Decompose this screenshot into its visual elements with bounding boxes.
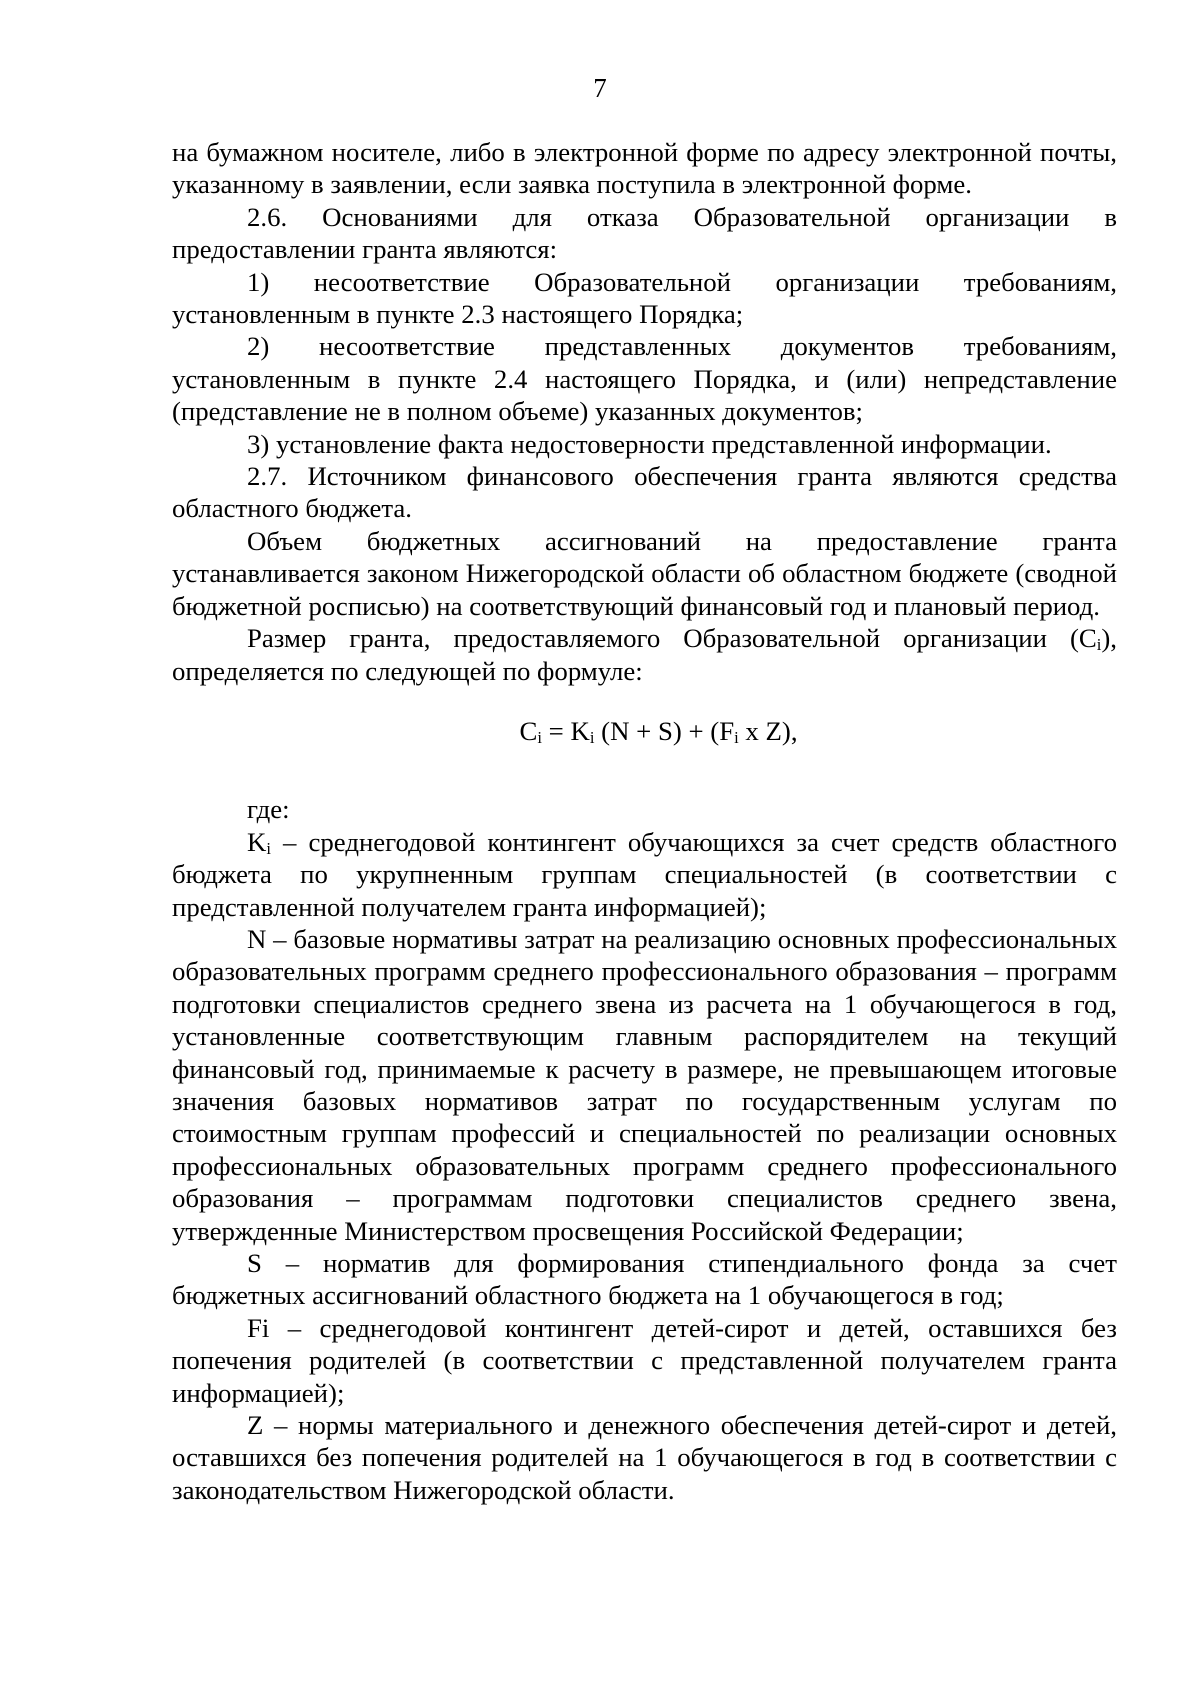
paragraph-2-6: 2.6. Основаниями для отказа Образовательной организации в предоставлении гранта являются: [172,201,1117,265]
document-body [172,136,1117,1506]
definition-k-symbol: K [247,826,267,857]
definition-n: N – базовые нормативы затрат на реализацию основных профессиональных образовательных программ среднего профессионального образования – программ подготовки специалистов среднего звена из расчета на 1 обучающегося в год, установленные соответствующим главным распорядителем на текущий финансовый год, принимаемые к расчету в размере, не превышающем итоговые значения базовых нормативов затрат по государственным услугам по стоимостным группам профессий и специальностей по реализации основных профессиональных образовательных программ среднего профессионального образования – программам подготовки специалистов среднего звена, утвержденные Министерством просвещения Российской Федерации; [172,923,1117,1246]
paragraph-grant-size [172,622,1117,687]
list-item-2: 2) несоответствие представленных документов требованиям, установленным в пункте 2.4 настоящего Порядка, и (или) непредставление (представление не в полном объеме) указанных документов; [172,331,1117,427]
definition-k-text: – среднегодовой контингент обучающихся за счет средств областного бюджета по укрупненным группам специальностей (в соответствии с представленной получателем гранта информацией); [172,826,1117,922]
page-number: 7 [593,73,607,103]
formula-mid: (N + S) + (F [594,715,735,746]
paragraph-2-7: 2.7. Источником финансового обеспечения гранта являются средства областного бюджета. [172,461,1117,524]
formula-end: x Z), [738,715,798,746]
formula-k-subscript: i [589,727,595,747]
definition-s: S – норматив для формирования стипендиального фонда за счет бюджетных ассигнований областного бюджета на 1 обучающегося в год; [172,1248,1117,1311]
formula-c-subscript: i [537,727,542,747]
grant-size-subscript: i [1096,635,1102,655]
list-item-3: 3) установление факта недостоверности представленной информации. [247,428,1052,459]
definition-f: Fi – среднегодовой контингент детей-сирот и детей, оставшихся без попечения родителей (в соответствии с представленной получателем гранта информацией); [172,1312,1117,1408]
paragraph-continuation: на бумажном носителе, либо в электронной форме по адресу электронной почты, указанному в заявлении, если заявка поступила в электронной форме. [172,137,1117,200]
definition-z: Z – нормы материального и денежного обеспечения детей-сирот и детей, оставшихся без попечения родителей на 1 обучающегося в год в соответствии с законодательством Нижегородской области. [172,1410,1117,1505]
formula-f-subscript: i [734,727,739,747]
where-label: где: [247,794,290,825]
definition-k [172,826,1117,923]
grant-size-text-end: ), определяется по следующей по формуле: [172,623,1117,686]
paragraph-budget-volume: Объем бюджетных ассигнований на предоставление гранта устанавливается законом Нижегородской области об областном бюджете (сводной бюджетной росписью) на соответствующий финансовый год и плановый период. [172,525,1117,621]
grant-formula [172,715,1117,747]
list-item-1: 1) несоответствие Образовательной организации требованиям, установленным в пункте 2.3 настоящего Порядка; [172,266,1117,330]
definition-k-subscript: i [266,838,271,858]
formula-c: C [519,715,538,746]
grant-size-text: Размер гранта, предоставляемого Образовательной организации (C [247,623,1097,654]
formula-eq-k: = K [541,715,590,746]
